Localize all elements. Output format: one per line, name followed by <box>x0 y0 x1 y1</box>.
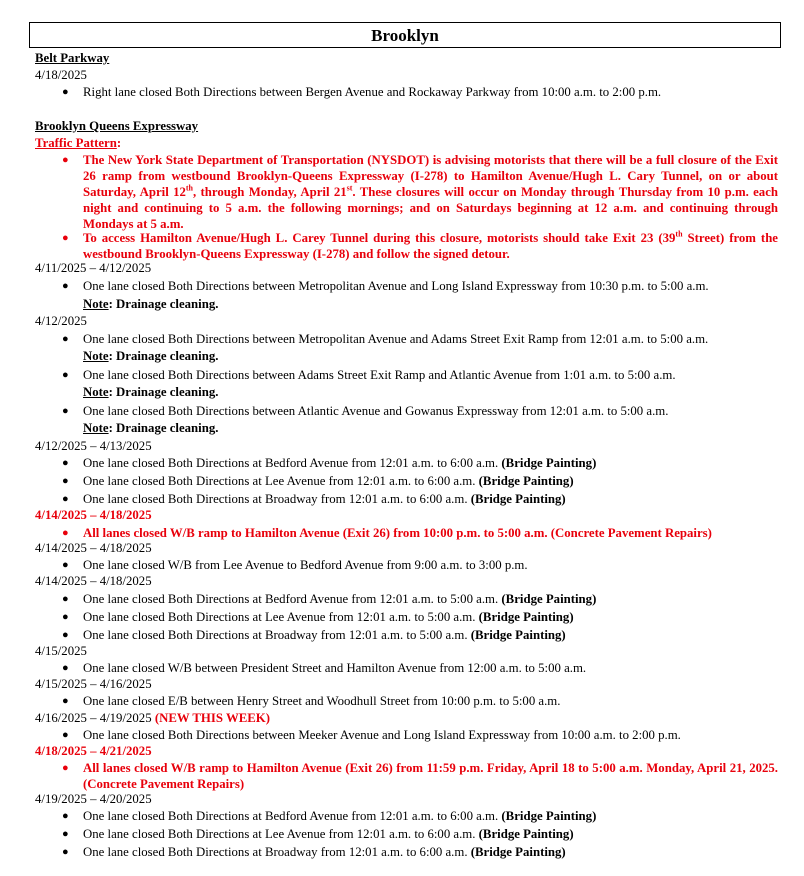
date-line: 4/15/2025 <box>35 644 87 658</box>
date-line: 4/18/2025 <box>35 68 87 82</box>
closure-item: One lane closed Both Directions at Lee Avenue from 12:01 a.m. to 6:00 a.m. (Bridge Painting) <box>83 474 574 488</box>
bullet-icon: ● <box>62 611 69 623</box>
bullet-icon: ● <box>62 828 69 840</box>
new-this-week-badge: (NEW THIS WEEK) <box>154 711 271 725</box>
bullet-icon: ● <box>62 559 69 571</box>
bullet-icon: ● <box>62 593 69 605</box>
bullet-icon: ● <box>62 457 69 469</box>
bullet-icon: ● <box>62 405 69 417</box>
closure-item: All lanes closed W/B ramp to Hamilton Avenue (Exit 26) from 10:00 p.m. to 5:00 a.m. (Concrete Pavement Repairs) <box>83 526 712 540</box>
closure-item: One lane closed Both Directions at Lee Avenue from 12:01 a.m. to 5:00 a.m. (Bridge Painting) <box>83 610 574 624</box>
bullet-icon: ● <box>62 527 69 539</box>
bullet-icon: ● <box>62 695 69 707</box>
date-line: 4/18/2025 – 4/21/2025 <box>35 744 152 758</box>
date-line: 4/11/2025 – 4/12/2025 <box>35 261 152 275</box>
closure-item: One lane closed Both Directions at Bedford Avenue from 12:01 a.m. to 6:00 a.m. (Bridge Painting) <box>83 456 597 470</box>
closure-item: One lane closed Both Directions between Atlantic Avenue and Gowanus Expressway from 12:01 a.m. to 5:00 a.m. <box>83 404 669 418</box>
bullet-icon: ● <box>62 333 69 345</box>
date-line: 4/15/2025 – 4/16/2025 <box>35 677 152 691</box>
section-heading-belt-parkway: Belt Parkway <box>35 51 110 65</box>
bullet-icon: ● <box>62 493 69 505</box>
note-line: Note: Drainage cleaning. <box>83 385 219 399</box>
bullet-icon: ● <box>62 154 69 166</box>
traffic-pattern-heading: Traffic Pattern: <box>35 136 122 150</box>
bullet-icon: ● <box>62 86 69 98</box>
bullet-icon: ● <box>62 729 69 741</box>
section-heading-bqe: Brooklyn Queens Expressway <box>35 119 199 133</box>
closure-item: One lane closed Both Directions at Bedford Avenue from 12:01 a.m. to 5:00 a.m. (Bridge Painting) <box>83 592 597 606</box>
closure-item: One lane closed Both Directions at Lee Avenue from 12:01 a.m. to 6:00 a.m. (Bridge Painting) <box>83 827 574 841</box>
note-line: Note: Drainage cleaning. <box>83 349 219 363</box>
closure-item: One lane closed W/B from Lee Avenue to Bedford Avenue from 9:00 a.m. to 3:00 p.m. <box>83 558 528 572</box>
closure-item: One lane closed Both Directions at Broadway from 12:01 a.m. to 6:00 a.m. (Bridge Painting) <box>83 492 566 506</box>
traffic-pattern-paragraph: The New York State Department of Transportation (NYSDOT) is advising motorists that there will be a full closure of the Exit 26 ramp from westbound Brooklyn-Queens Expressway (I-278) to Hamilton Avenue/Hugh L. Cary Tunnel, on or about Saturday, April 12th, through Monday, April 21st. These closures will occur on Monday through Thursday from 10 p.m. each night and continuing to 5 a.m. the following mornings; and on Saturdays beginning at 12 a.m. and continuing through Mondays at 5 a.m. <box>83 153 779 231</box>
bullet-icon: ● <box>62 232 69 244</box>
closure-item: One lane closed Both Directions between Metropolitan Avenue and Adams Street Exit Ramp from 12:01 a.m. to 5:00 a.m. <box>83 332 709 346</box>
date-line: 4/14/2025 – 4/18/2025 <box>35 508 152 522</box>
closure-item: One lane closed Both Directions between Adams Street Exit Ramp and Atlantic Avenue from 1:01 a.m. to 5:00 a.m. <box>83 368 676 382</box>
closure-item: Right lane closed Both Directions between Bergen Avenue and Rockaway Parkway from 10:00 a.m. to 2:00 p.m. <box>83 85 662 99</box>
closure-item: One lane closed E/B between Henry Street and Woodhull Street from 10:00 p.m. to 5:00 a.m. <box>83 694 561 708</box>
bullet-icon: ● <box>62 369 69 381</box>
closure-item: All lanes closed W/B ramp to Hamilton Avenue (Exit 26) from 11:59 p.m. Friday, April 18 to 5:00 a.m. Monday, April 21, 2025. (Concrete Pavement Repairs) <box>83 761 778 791</box>
note-line: Note: Drainage cleaning. <box>83 421 219 435</box>
bullet-icon: ● <box>62 629 69 641</box>
date-line: 4/14/2025 – 4/18/2025 <box>35 574 152 588</box>
date-line: 4/12/2025 – 4/13/2025 <box>35 439 152 453</box>
date-line: 4/14/2025 – 4/18/2025 <box>35 541 152 555</box>
bullet-icon: ● <box>62 280 69 292</box>
bullet-icon: ● <box>62 846 69 858</box>
closure-item: One lane closed Both Directions at Bedford Avenue from 12:01 a.m. to 6:00 a.m. (Bridge Painting) <box>83 809 597 823</box>
closure-item: One lane closed Both Directions at Broadway from 12:01 a.m. to 5:00 a.m. (Bridge Painting) <box>83 628 566 642</box>
closure-item: One lane closed Both Directions at Broadway from 12:01 a.m. to 6:00 a.m. (Bridge Painting) <box>83 845 566 859</box>
bullet-icon: ● <box>62 475 69 487</box>
date-line: 4/16/2025 – 4/19/2025 (NEW THIS WEEK) <box>35 711 271 725</box>
date-line: 4/12/2025 <box>35 314 87 328</box>
closure-item: One lane closed Both Directions between Metropolitan Avenue and Long Island Expressway from 10:30 p.m. to 5:00 a.m. <box>83 279 709 293</box>
bullet-icon: ● <box>62 762 69 774</box>
closure-item: One lane closed Both Directions between Meeker Avenue and Long Island Expressway from 10:00 a.m. to 2:00 p.m. <box>83 728 681 742</box>
traffic-pattern-paragraph: To access Hamilton Avenue/Hugh L. Carey Tunnel during this closure, motorists should take Exit 23 (39th Street) from the westbound Brooklyn-Queens Expressway (I-278) and follow the signed detour. <box>83 229 778 261</box>
date-line: 4/19/2025 – 4/20/2025 <box>35 792 152 806</box>
closure-item: One lane closed W/B between President Street and Hamilton Avenue from 12:00 a.m. to 5:00 a.m. <box>83 661 587 675</box>
note-line: Note: Drainage cleaning. <box>83 297 219 311</box>
page-title: Brooklyn <box>29 22 781 48</box>
bullet-icon: ● <box>62 662 69 674</box>
bullet-icon: ● <box>62 810 69 822</box>
